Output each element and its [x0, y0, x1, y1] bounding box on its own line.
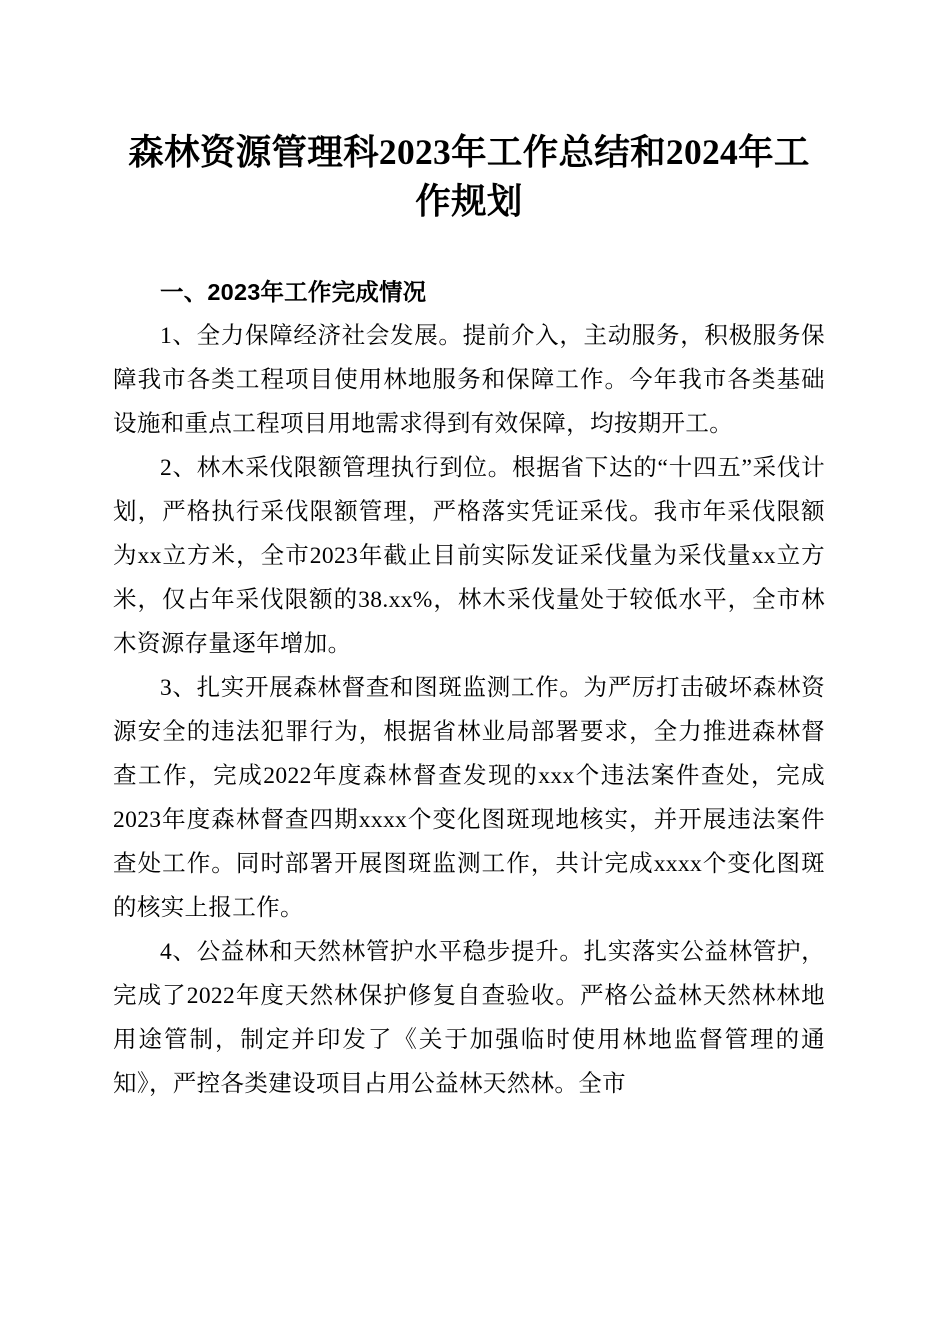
body-paragraph-3: 3、扎实开展森林督查和图斑监测工作。为严厉打击破坏森林资源安全的违法犯罪行为，根据省林业局部署要求，全力推进森林督查工作，完成2022年度森林督查发现的xxx个违法案件查处，完成2023年度森林督查四期xxxx个变化图斑现地核实，并开展违法案件查处工作。同时部署开展图斑监测工作，共计完成xxxx个变化图斑的核实上报工作。	[113, 675, 825, 921]
section-heading-1: 一、2023年工作完成情况	[160, 279, 427, 305]
body-paragraph-1: 1、全力保障经济社会发展。提前介入，主动服务，积极服务保障我市各类工程项目使用林地服务和保障工作。今年我市各类基础设施和重点工程项目用地需求得到有效保障，均按期开工。	[113, 323, 825, 437]
document-content-column	[113, 0, 825, 1106]
body-paragraph-4: 4、公益林和天然林管护水平稳步提升。扎实落实公益林管护，完成了2022年度天然林保护修复自查验收。严格公益林天然林林地用途管制，制定并印发了《关于加强临时使用林地监督管理的通知》，严控各类建设项目占用公益林天然林。全市	[113, 939, 825, 1097]
document-title: 森林资源管理科2023年工作总结和2024年工作规划	[128, 132, 810, 221]
body-paragraph-2: 2、林木采伐限额管理执行到位。根据省下达的“十四五”采伐计划，严格执行采伐限额管理，严格落实凭证采伐。我市年采伐限额为xx立方米，全市2023年截止目前实际发证采伐量为采伐量xx立方米，仅占年采伐限额的38.xx%，林木采伐量处于较低水平，全市林木资源存量逐年增加。	[113, 455, 825, 657]
